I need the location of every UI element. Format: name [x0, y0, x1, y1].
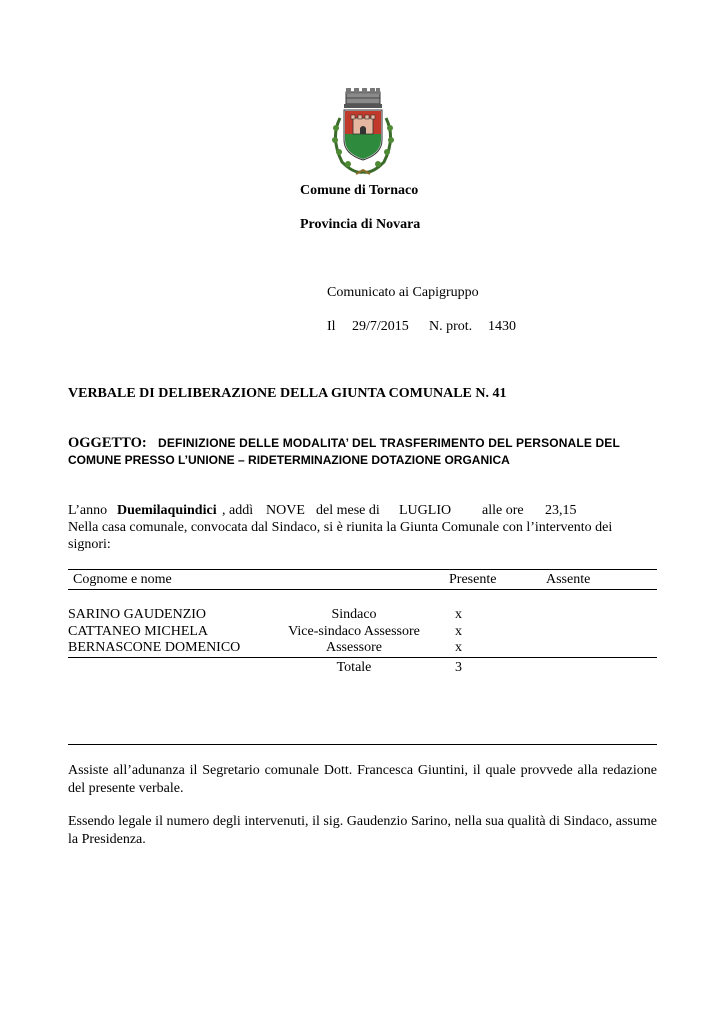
table-header-assente: Assente [546, 572, 591, 587]
member-presente: x [455, 640, 462, 655]
table-header-rule [68, 589, 657, 590]
comune-name: Comune di Tornaco [300, 183, 419, 198]
comunicato-il: Il [327, 319, 336, 334]
intro-mese: LUGLIO [399, 503, 452, 518]
coat-of-arms-icon [318, 88, 408, 180]
member-role: Assessore [326, 640, 382, 655]
member-presente: x [455, 624, 462, 639]
table-top-rule [68, 569, 657, 570]
comunicato-prot-label: N. prot. [429, 319, 473, 334]
intro-giorno: NOVE [266, 503, 305, 518]
member-role: Sindaco [331, 607, 377, 622]
totale-value: 3 [455, 660, 462, 675]
intro-line2: Nella casa comunale, convocata dal Sindaco, si è riunita la Giunta Comunale con l’intervento dei [68, 520, 613, 535]
oggetto-line2: COMUNE PRESSO L’UNIONE – RIDETERMINAZIONE DOTAZIONE ORGANICA [68, 453, 510, 467]
member-name: SARINO GAUDENZIO [68, 607, 207, 622]
paragraph-assiste: Assiste all’adunanza il Segretario comunale Dott. Francesca Giuntini, il quale provvede alla redazione del presente verbale. [68, 763, 657, 796]
intro-ore-label: alle ore [482, 503, 524, 518]
intro-ore: 23,15 [545, 503, 577, 518]
intro-line3: signori: [68, 537, 111, 552]
intro-addi: , addì [222, 503, 254, 518]
member-presente: x [455, 607, 462, 622]
comunicato-prot-number: 1430 [488, 319, 516, 334]
intro-anno-label: L’anno [68, 503, 108, 518]
member-name: CATTANEO MICHELA [68, 624, 209, 639]
oggetto-line1: DEFINIZIONE DELLE MODALITA’ DEL TRASFERIMENTO DEL PERSONALE DEL [158, 436, 620, 450]
table-header-presente: Presente [449, 572, 497, 587]
provincia-name: Provincia di Novara [300, 217, 421, 232]
paragraph-essendo: Essendo legale il numero degli intervenuti, il sig. Gaudenzio Sarino, nella sua qualità di Sindaco, assume la Presidenza. [68, 814, 657, 847]
comunicato-label: Comunicato ai Capigruppo [327, 285, 479, 300]
member-name: BERNASCONE DOMENICO [68, 640, 241, 655]
verbale-title: VERBALE DI DELIBERAZIONE DELLA GIUNTA COMUNALE N. 41 [68, 386, 507, 401]
totale-label: Totale [336, 660, 372, 675]
comunicato-date: 29/7/2015 [352, 319, 409, 334]
table-total-rule [68, 657, 657, 658]
intro-mese-label: del mese di [316, 503, 380, 518]
table-header-name: Cognome e nome [73, 572, 172, 587]
intro-anno: Duemilaquindici [117, 503, 217, 518]
member-role: Vice-sindaco Assessore [288, 624, 420, 639]
section-divider [68, 744, 657, 745]
oggetto-label: OGGETTO: [68, 435, 147, 451]
